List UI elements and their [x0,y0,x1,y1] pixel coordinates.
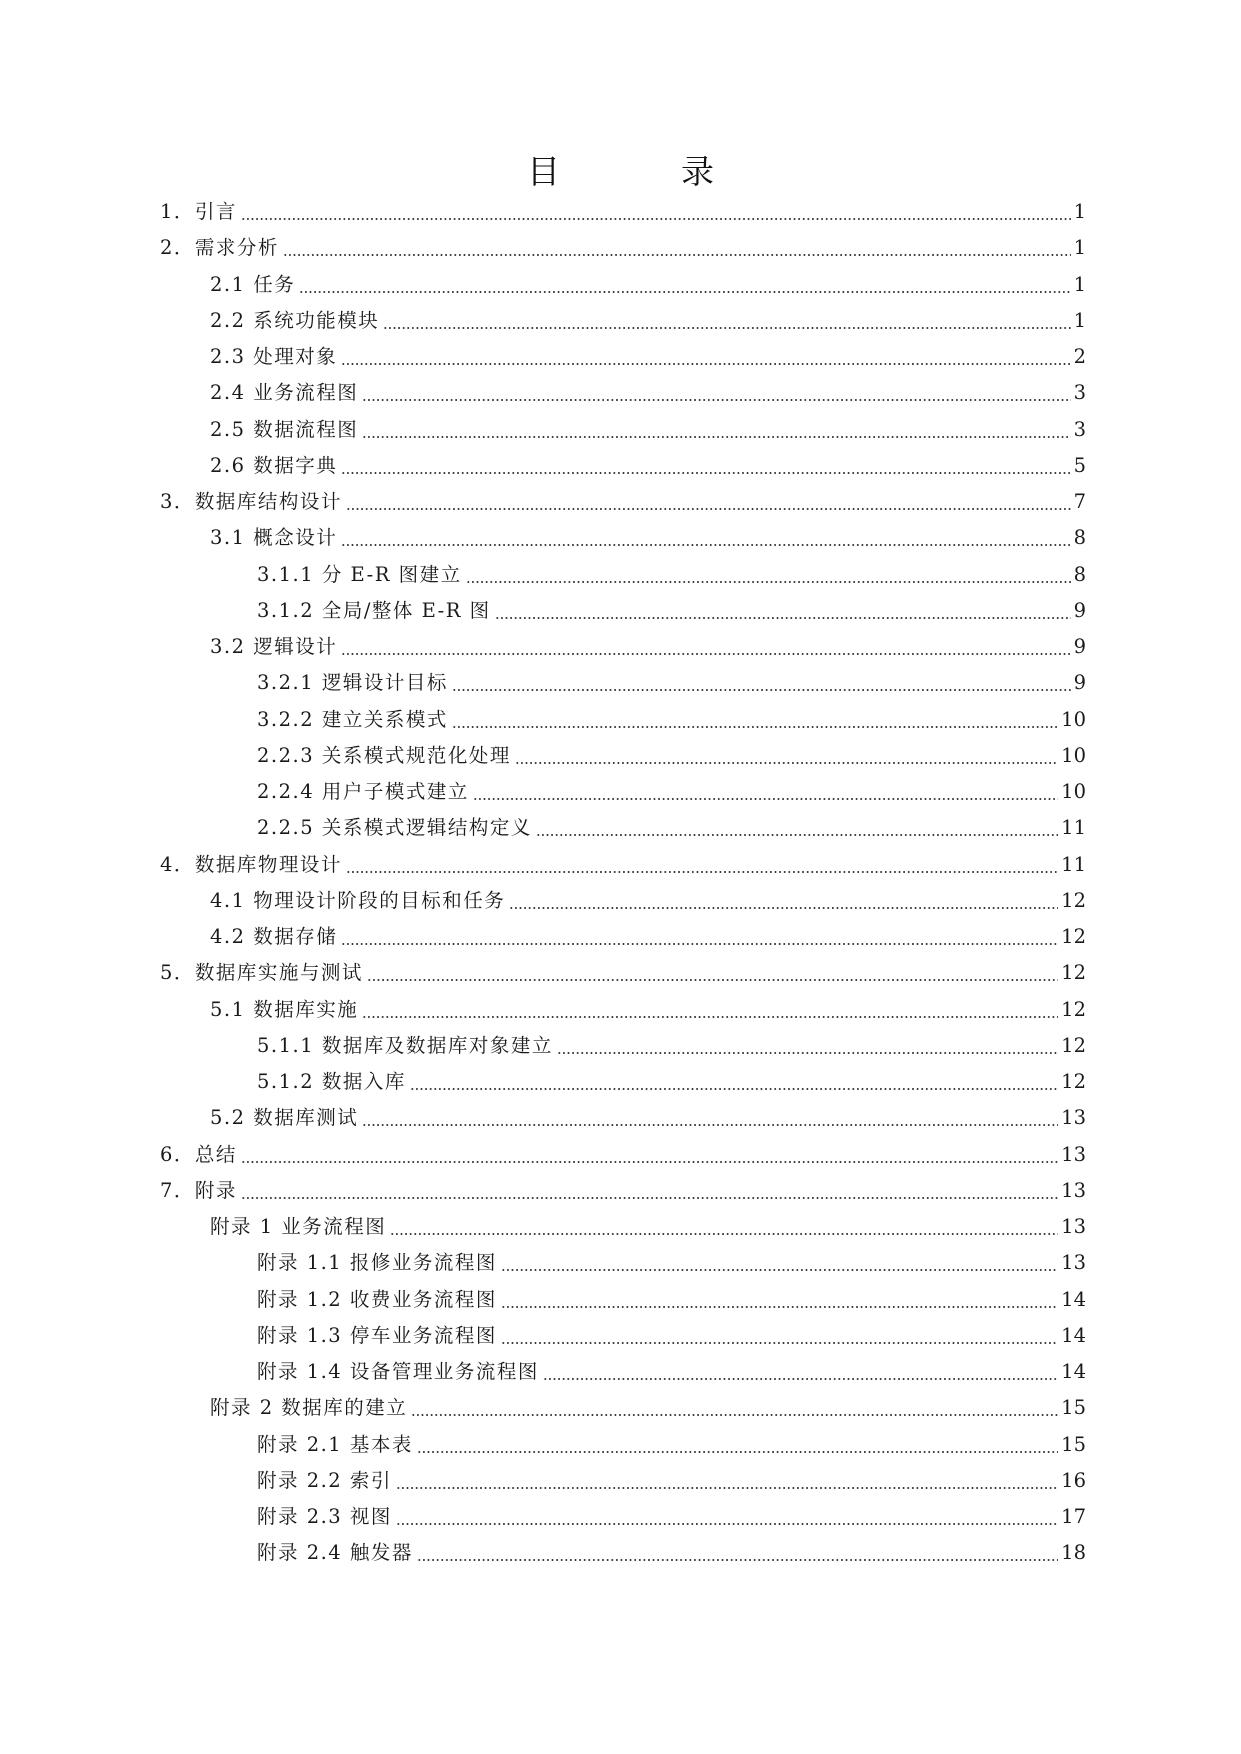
toc-entry[interactable] [160,1390,1086,1426]
toc-page-number: 12 [1061,888,1086,912]
dot-leader [411,1414,1058,1416]
toc-page-number: 17 [1061,1505,1086,1529]
dot-leader [501,1306,1058,1308]
toc-entry-label: 6．总结 [160,1142,237,1166]
dot-leader [362,1124,1058,1126]
toc-page-number: 10 [1061,743,1086,767]
toc-page-number: 18 [1061,1541,1086,1565]
dot-leader [241,1161,1058,1163]
toc-page-number: 9 [1073,635,1086,659]
toc-entry[interactable] [160,919,1086,955]
dot-leader [283,254,1071,256]
toc-entry-label: 5.1.2 数据入库 [257,1070,406,1094]
toc-entry[interactable] [160,774,1086,810]
toc-entry[interactable] [160,520,1086,556]
dot-leader [362,436,1070,438]
toc-entry[interactable] [160,992,1086,1028]
toc-entry[interactable] [160,1282,1086,1318]
dot-leader [515,762,1058,764]
toc-page-number: 9 [1073,598,1086,622]
toc-entry-label: 4.1 物理设计阶段的目标和任务 [210,888,506,912]
toc-page-number: 3 [1073,417,1086,441]
toc-page-number: 13 [1061,1215,1086,1239]
toc-entry-label: 附录 1.2 收费业务流程图 [257,1287,497,1311]
dot-leader [383,327,1070,329]
toc-entry[interactable] [160,230,1086,266]
toc-entry[interactable] [160,484,1086,520]
toc-entry[interactable] [160,1535,1086,1571]
toc-page-number: 12 [1061,925,1086,949]
toc-page-number: 10 [1061,780,1086,804]
dot-leader [410,1088,1058,1090]
toc-page-number: 13 [1061,1178,1086,1202]
toc-entry[interactable] [160,1064,1086,1100]
dot-leader [543,1378,1058,1380]
toc-entry[interactable] [160,339,1086,375]
toc-page-number: 1 [1073,308,1086,332]
toc-page-number: 1 [1073,200,1086,224]
toc-entry-label: 5.1 数据库实施 [210,997,359,1021]
toc-entry-label: 1．引言 [160,200,237,224]
toc-entry[interactable] [160,1318,1086,1354]
toc-entry-label: 7．附录 [160,1178,237,1202]
toc-entry-label: 2.2 系统功能模块 [210,308,380,332]
toc-entry-label: 附录 2.2 索引 [257,1468,392,1492]
toc-entry-label: 4．数据库物理设计 [160,852,342,876]
toc-entry-label: 3.1 概念设计 [210,526,338,550]
toc-entry-label: 2．需求分析 [160,236,279,260]
dot-leader [341,653,1070,655]
dot-leader [346,508,1071,510]
toc-entry-label: 2.2.3 关系模式规范化处理 [257,743,511,767]
dot-leader [346,871,1058,873]
toc-entry[interactable] [160,810,1086,846]
toc-entry-label: 2.5 数据流程图 [210,417,359,441]
dot-leader [341,943,1058,945]
dot-leader [341,472,1070,474]
toc-entry-label: 附录 2.4 触发器 [257,1541,413,1565]
toc-page-number: 13 [1061,1142,1086,1166]
dot-leader [509,907,1058,909]
toc-entry-label: 3.1.2 全局/整体 E-R 图 [257,598,491,622]
toc-page-number: 3 [1073,381,1086,405]
toc-entry-label: 5．数据库实施与测试 [160,961,363,985]
toc-entry-label: 2.2.5 关系模式逻辑结构定义 [257,816,532,840]
toc-page-number: 1 [1073,236,1086,260]
dot-leader [466,581,1071,583]
toc-entry[interactable] [160,557,1086,593]
dot-leader [417,1559,1058,1561]
toc-page-number: 5 [1073,453,1086,477]
toc-entry[interactable] [160,1028,1086,1064]
toc-entry-label: 2.3 处理对象 [210,345,338,369]
toc-entry[interactable] [160,883,1086,919]
dot-leader [396,1487,1058,1489]
toc-entry[interactable] [160,375,1086,411]
toc-page-number: 12 [1061,997,1086,1021]
toc-entry-label: 附录 2.3 视图 [257,1505,392,1529]
toc-page-number: 16 [1061,1468,1086,1492]
toc-entry[interactable] [160,1245,1086,1281]
toc-entry[interactable] [160,702,1086,738]
toc-entry-label: 2.4 业务流程图 [210,381,359,405]
toc-page-number: 7 [1073,490,1086,514]
dot-leader [341,544,1070,546]
toc-entry-label: 3.1.1 分 E-R 图建立 [257,562,462,586]
toc-entry-label: 附录 1.1 报修业务流程图 [257,1251,497,1275]
dot-leader [299,291,1070,293]
toc-entry-label: 5.2 数据库测试 [210,1106,359,1130]
toc-page-number: 9 [1073,671,1086,695]
toc-entry[interactable] [160,412,1086,448]
table-of-contents [160,194,1086,1572]
toc-page-number: 14 [1061,1323,1086,1347]
dot-leader [536,834,1058,836]
toc-entry-label: 4.2 数据存储 [210,925,338,949]
toc-page-number: 11 [1061,852,1086,876]
toc-title: 目 录 [527,152,758,191]
toc-entry[interactable] [160,955,1086,991]
toc-entry[interactable] [160,1499,1086,1535]
dot-leader [417,1451,1058,1453]
toc-entry-label: 2.2.4 用户子模式建立 [257,780,469,804]
toc-entry[interactable] [160,1173,1086,1209]
toc-page-number: 15 [1061,1432,1086,1456]
toc-entry-label: 5.1.1 数据库及数据库对象建立 [257,1033,553,1057]
dot-leader [241,1197,1058,1199]
toc-page-number: 12 [1061,1070,1086,1094]
toc-entry-label: 3.2.2 建立关系模式 [257,707,448,731]
dot-leader [452,726,1058,728]
toc-page-number: 8 [1073,562,1086,586]
dot-leader [452,689,1071,691]
toc-entry-label: 3．数据库结构设计 [160,490,342,514]
toc-entry-label: 2.6 数据字典 [210,453,338,477]
dot-leader [396,1523,1058,1525]
toc-page-number: 10 [1061,707,1086,731]
toc-entry[interactable] [160,1137,1086,1173]
toc-entry[interactable] [160,1427,1086,1463]
toc-entry[interactable] [160,303,1086,339]
dot-leader [495,617,1071,619]
toc-entry-label: 3.2.1 逻辑设计目标 [257,671,448,695]
toc-page-number: 11 [1061,816,1086,840]
toc-entry[interactable] [160,847,1086,883]
toc-page-number: 2 [1073,345,1086,369]
dot-leader [501,1269,1058,1271]
dot-leader [362,1016,1058,1018]
toc-page-number: 15 [1061,1396,1086,1420]
toc-entry[interactable] [160,194,1086,230]
toc-page-number: 14 [1061,1360,1086,1384]
toc-entry[interactable] [160,1463,1086,1499]
toc-entry[interactable] [160,629,1086,665]
toc-entry[interactable] [160,448,1086,484]
toc-entry-label: 附录 1.3 停车业务流程图 [257,1323,497,1347]
toc-entry[interactable] [160,1354,1086,1390]
toc-entry-label: 附录 1 业务流程图 [210,1215,387,1239]
dot-leader [390,1233,1058,1235]
toc-page-number: 13 [1061,1106,1086,1130]
toc-page-number: 12 [1061,1033,1086,1057]
toc-entry[interactable] [160,593,1086,629]
toc-entry-label: 附录 2 数据库的建立 [210,1396,408,1420]
dot-leader [341,363,1070,365]
toc-entry-label: 附录 2.1 基本表 [257,1432,413,1456]
toc-page-number: 8 [1073,526,1086,550]
toc-page-number: 1 [1073,272,1086,296]
dot-leader [473,798,1058,800]
dot-leader [362,399,1070,401]
dot-leader [367,979,1058,981]
toc-entry[interactable] [160,267,1086,303]
toc-entry[interactable] [160,738,1086,774]
toc-entry-label: 3.2 逻辑设计 [210,635,338,659]
dot-leader [557,1052,1058,1054]
toc-entry[interactable] [160,665,1086,701]
toc-page-number: 13 [1061,1251,1086,1275]
toc-entry-label: 2.1 任务 [210,272,296,296]
dot-leader [501,1342,1058,1344]
toc-entry[interactable] [160,1209,1086,1245]
toc-entry[interactable] [160,1100,1086,1136]
toc-page-number: 14 [1061,1287,1086,1311]
toc-page-number: 12 [1061,961,1086,985]
toc-entry-label: 附录 1.4 设备管理业务流程图 [257,1360,539,1384]
dot-leader [241,218,1071,220]
